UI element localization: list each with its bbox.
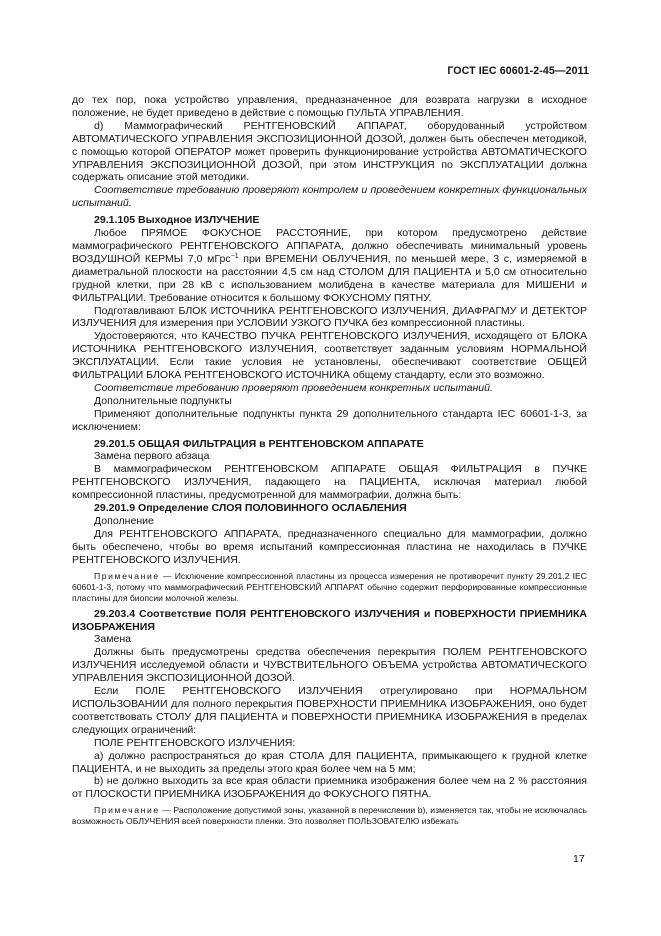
section-heading: 29.203.4 Соответствие ПОЛЯ РЕНТГЕНОВСКОГО ИЗЛУЧЕНИЯ и ПОВЕРХНОСТИ ПРИЕМНИКА ИЗОБРАЖЕНИЯ (72, 607, 587, 633)
paragraph: Должны быть предусмотрены средства обеспечения перекрытия ПОЛЕМ РЕНТГЕНОВСКОГО ИЗЛУЧЕНИЯ исследуемой области и ЧУВСТВИТЕЛЬНОГО ОБЪЕМА устройства АВТОМАТИЧЕСКОГО УПРАВЛЕНИЯ ЭКСПОЗИЦИОННОЙ ДОЗОЙ. (72, 646, 587, 685)
section-heading: 29.1.105 Выходное ИЗЛУЧЕНИЕ (94, 214, 260, 227)
note (72, 805, 587, 827)
paragraph: Для РЕНТГЕНОВСКОГО АППАРАТА, предназначенного специально для маммографии, должно быть обеспечено, чтобы во время испытаний компрессионная пластина не находилась в ПУЧКЕ РЕНТГЕНОВСКОГО ИЗЛУЧЕНИЯ. (72, 527, 587, 566)
paragraph: d) Маммографический РЕНТГЕНОВСКИЙ АППАРАТ, оборудованный устройством АВТОМАТИЧЕСКОГО УПРАВЛЕНИЯ ЭКСПОЗИЦИОННОЙ ДОЗОЙ, должен быть обеспечен методикой, с помощью которой ОПЕРАТОР может проверить функционирование устройства АВТОМАТИЧЕСКОГО УПРАВЛЕНИЯ ЭКСПОЗИЦИОННОЙ ДОЗОЙ, при этом ИНСТРУКЦИЯ по ЭКСПЛУАТАЦИИ должна содержать описание этой методики. (72, 119, 587, 184)
paragraph: Если ПОЛЕ РЕНТГЕНОВСКОГО ИЗЛУЧЕНИЯ отрегулировано при НОРМАЛЬНОМ ИСПОЛЬЗОВАНИИ для полного перекрытия ПОВЕРХНОСТИ ПРИЕМНИКА ИЗОБРАЖЕНИЯ, оно будет соответствовать СТОЛУ ДЛЯ ПАЦИЕНТА и ПОВЕРХНОСТИ ПРИЕМНИКА ИЗОБРАЖЕНИЯ в пределах следующих ограничений: (72, 685, 587, 736)
paragraph: Замена (94, 633, 132, 646)
paragraph (72, 227, 587, 304)
note-text: — Исключение компрессионной пластины из процесса измерения не противоречит пункту 29.201.2 IEC 60601-1-3, потому что маммографический РЕНТГЕНОВСКИЙ АППАРАТ обычно содержит перфорированные компрессионные пластины для биопсии молочной железы. (72, 570, 587, 603)
section-heading: 29.201.5 ОБЩАЯ ФИЛЬТРАЦИЯ в РЕНТГЕНОВСКОМ АППАРАТЕ (94, 437, 424, 450)
paragraph: Подготавливают БЛОК ИСТОЧНИКА РЕНТГЕНОВСКОГО ИЗЛУЧЕНИЯ, ДИАФРАГМУ И ДЕТЕКТОР ИЗЛУЧЕНИЯ для измерения при УСЛОВИИ УЗКОГО ПУЧКА без компрессионной пластины. (72, 304, 587, 330)
list-item: а) должно распространяться до края СТОЛА ДЛЯ ПАЦИЕНТА, примыкающего к грудной клетке ПАЦИЕНТА, и не выходить за пределы этого края более чем на 5 мм; (72, 749, 587, 775)
list-item: b) не должно выходить за все края области приемника изображения более чем на 2 % расстояния от ПЛОСКОСТИ ПРИЕМНИКА ИЗОБРАЖЕНИЯ до ФОКУСНОГО ПЯТНА. (72, 775, 587, 801)
note-label: Примечание (94, 805, 160, 816)
superscript: −1 (230, 252, 239, 260)
note-text: — Расположение допустимой зоны, указанной в перечислении b), изменяется так, чтобы не исключалась возможность ОБЛУЧЕНИЯ всей поверхности пленки. Это позволяет ПОЛЬЗОВАТЕЛЮ избежать (72, 805, 587, 827)
note-label: Примечание (94, 570, 160, 581)
text-run: Любое ПРЯМОЕ ФОКУСНОЕ РАССТОЯНИЕ, при котором предусмотрено действие маммографического РЕНТГЕНОВСКОГО АППАРАТА, должно обеспечивать минимальный уровень ВОЗДУШНОЙ КЕРМЫ 7,0 мГрс (72, 227, 587, 265)
paragraph: В маммографическом РЕНТГЕНОВСКОМ АППАРАТЕ ОБЩАЯ ФИЛЬТРАЦИЯ в ПУЧКЕ РЕНТГЕНОВСКОГО ИЗЛУЧЕНИЯ, падающего на ПАЦИЕНТА, исключая материал любой компрессионной пластины, предусмотренной для маммографии, должна быть: (72, 463, 587, 502)
compliance-paragraph: Соответствие требованию проверяют контролем и проведением конкретных функциональных испытаний. (72, 184, 587, 210)
paragraph: до тех пор, пока устройство управления, предназначенное для возврата нагрузки в исходное положение, не будет приведено в действие с помощью ПУЛЬТА УПРАВЛЕНИЯ. (72, 94, 587, 119)
section-heading: 29.201.9 Определение СЛОЯ ПОЛОВИННОГО ОСЛАБЛЕНИЯ (94, 502, 407, 515)
note (72, 571, 587, 604)
paragraph: Замена первого абзаца (94, 450, 210, 463)
compliance-paragraph: Соответствие требованию проверяют проведением конкретных испытаний. (94, 381, 493, 394)
paragraph: Дополнительные подпункты (94, 394, 232, 407)
document-body (72, 94, 587, 830)
standard-header: ГОСТ IEC 60601-2-45—2011 (447, 65, 589, 77)
page-number: 17 (573, 853, 585, 865)
paragraph: Применяют дополнительные подпункты пункта 29 дополнительного стандарта IEC 60601-1-3, за исключением: (72, 407, 587, 433)
text-run: при ВРЕМЕНИ ОБЛУЧЕНИЯ, по меньшей мере, 3 с, измеряемой в диаметральной плоскости на расстоянии 4,5 см над СТОЛОМ ДЛЯ ПАЦИЕНТА и 5,0 см относительно грудной клетки, при 28 кВ с использованием молибдена в качестве материала для МИШЕНИ и ФИЛЬТРАЦИИ. Требование относится к большому ФОКУСНОМУ ПЯТНУ. (72, 252, 588, 304)
paragraph: Удостоверяются, что КАЧЕСТВО ПУЧКА РЕНТГЕНОВСКОГО ИЗЛУЧЕНИЯ, исходящего от БЛОКА ИСТОЧНИКА РЕНТГЕНОВСКОГО ИЗЛУЧЕНИЯ, соответствует заданным условиям НОРМАЛЬНОЙ ЭКСПЛУАТАЦИИ. Если такие условия не установлены, обеспечивают соответствие ОБЩЕЙ ФИЛЬТРАЦИИ БЛОКА РЕНТГЕНОВСКОГО ИСТОЧНИКА общему стандарту, если это возможно. (72, 330, 587, 382)
paragraph: Дополнение (94, 515, 154, 527)
paragraph: ПОЛЕ РЕНТГЕНОВСКОГО ИЗЛУЧЕНИЯ: (94, 736, 296, 749)
